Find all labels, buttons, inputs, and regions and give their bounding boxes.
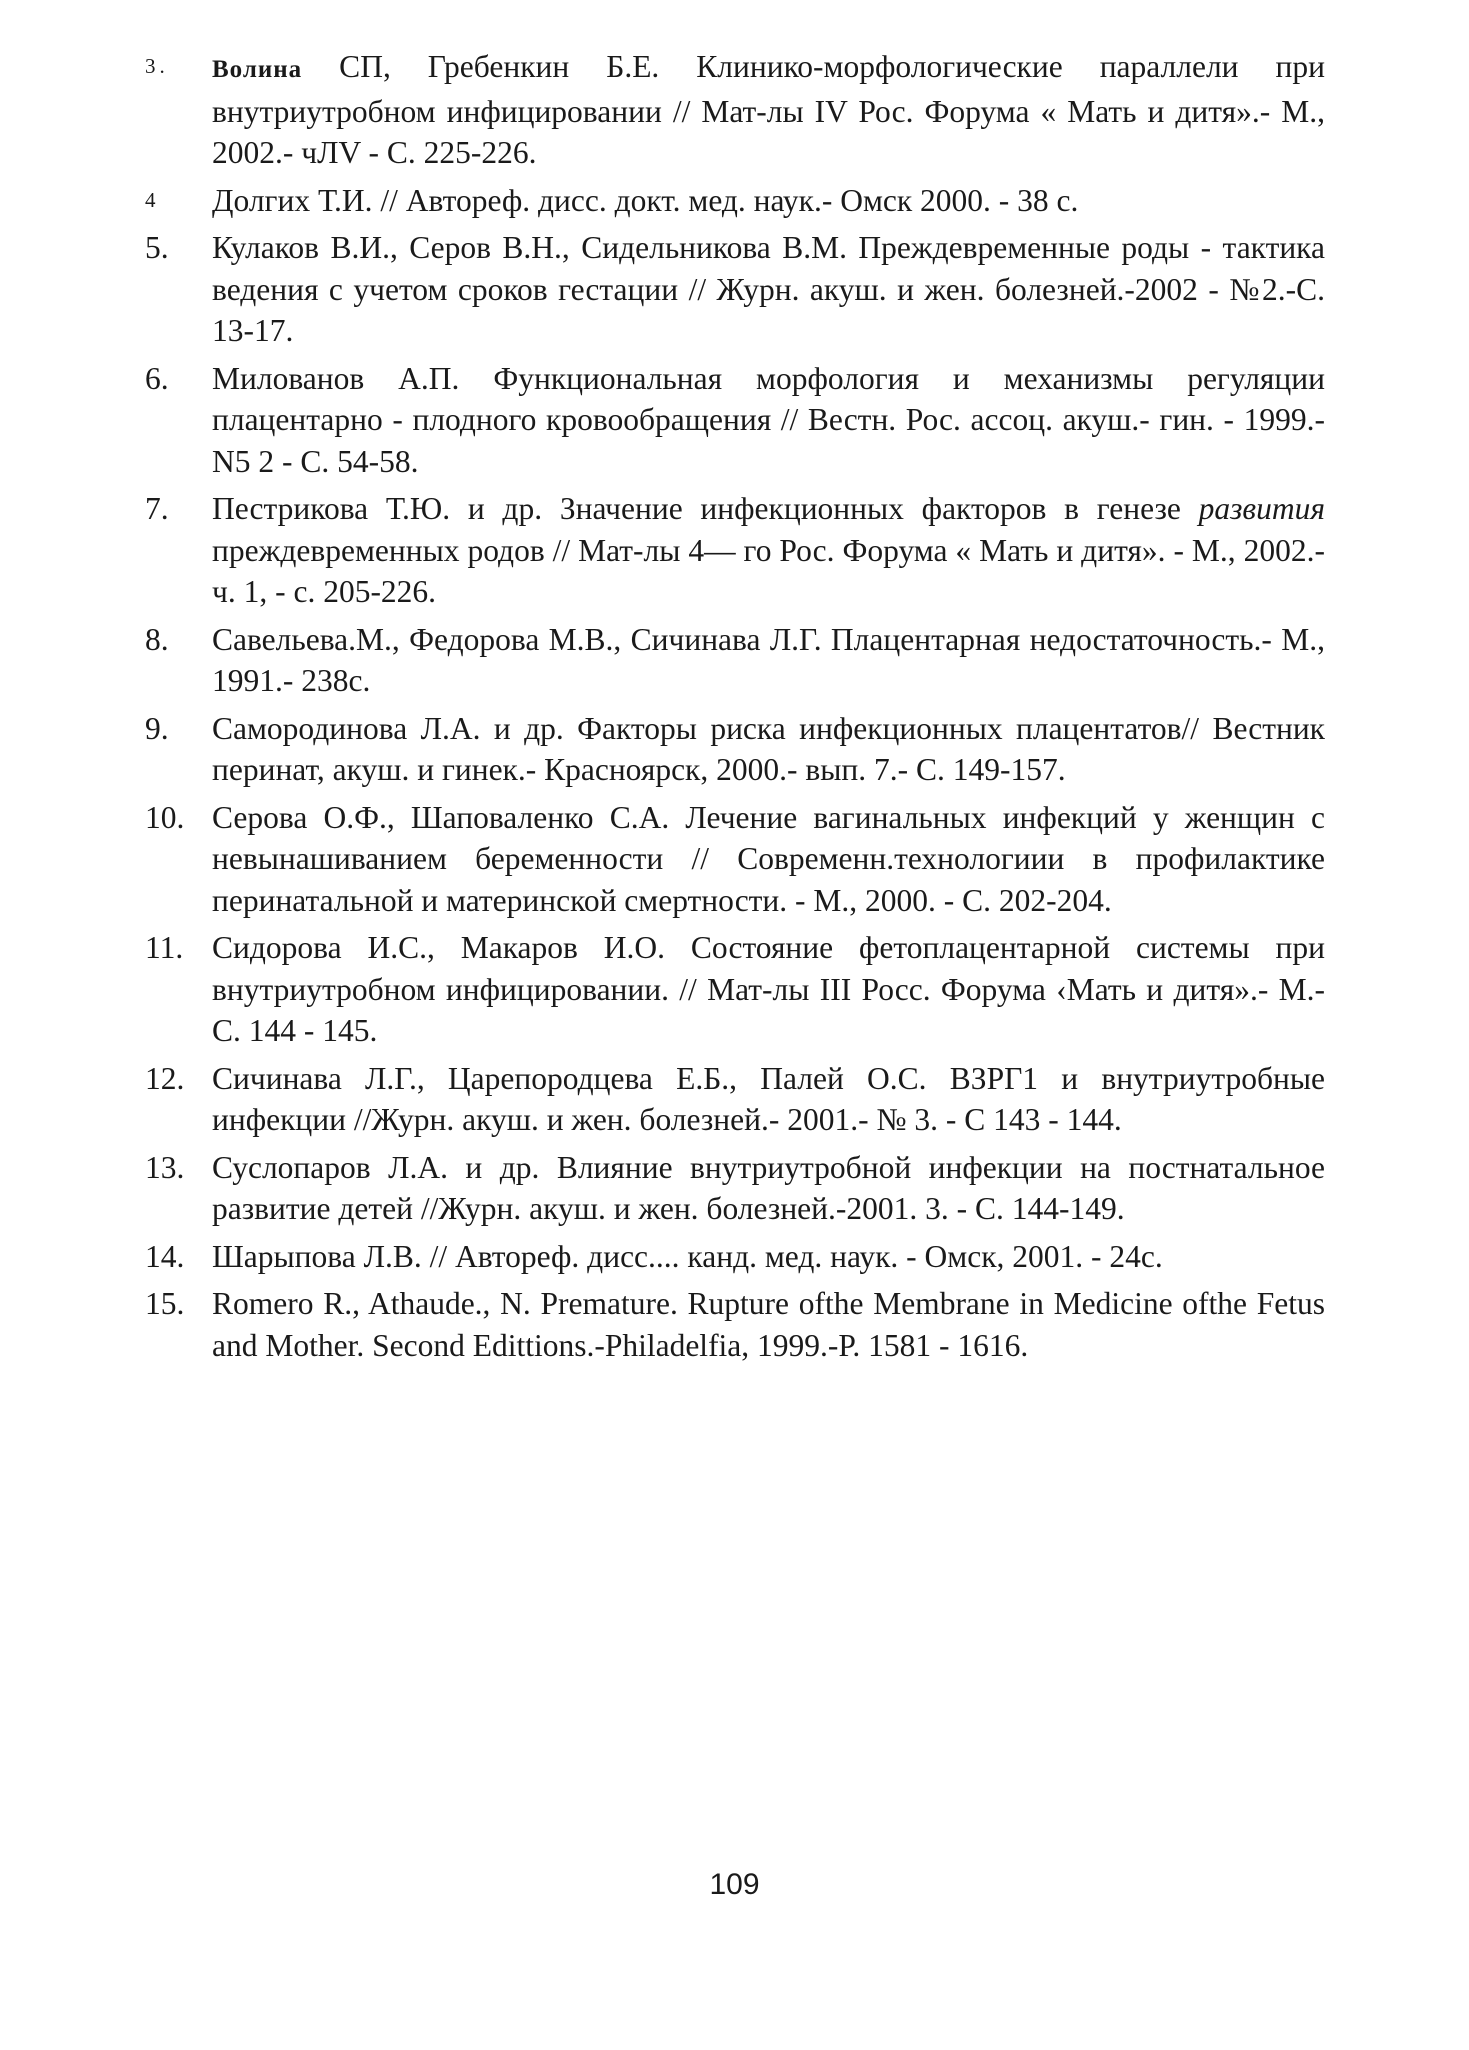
reference-text-italic: развития bbox=[1198, 491, 1325, 526]
reference-number: 4 bbox=[145, 187, 160, 212]
reference-text: Шарыпова Л.В. // Автореф. дисс.... канд. мед. наук. - Омск, 2001. - 24с. bbox=[212, 1238, 1163, 1274]
reference-number: 8. bbox=[145, 621, 169, 657]
reference-number: 7. bbox=[145, 491, 169, 526]
reference-item bbox=[145, 46, 1325, 174]
reference-text-part: преждевременных родов // Мат-лы 4— го Рос. Форума « Мать и дитя». - М., 2002.-ч. 1, - с. 205-226. bbox=[212, 532, 1325, 609]
reference-list bbox=[145, 46, 1325, 1372]
reference-item bbox=[145, 797, 1325, 922]
reference-text: Суслопаров Л.А. и др. Влияние внутриутробной инфекции на постнатальное развитие детей //Журн. акуш. и жен. болезней.-2001. 3. - С. 144-149. bbox=[212, 1149, 1325, 1226]
reference-item bbox=[145, 1058, 1325, 1141]
reference-text bbox=[212, 46, 1325, 174]
reference-item bbox=[145, 358, 1325, 483]
reference-text bbox=[212, 488, 1325, 613]
reference-text: Кулаков В.И., Серов В.Н., Сидельникова В.М. Преждевременные роды - тактика ведения с учетом сроков гестации // Журн. акуш. и жен. болезней.-2002 - №2.-С. 13-17. bbox=[212, 230, 1325, 348]
reference-text: Romero R., Athaude., N. Premature. Rupture ofthe Membrane in Medicine ofthe Fetus and Mother. Second Edittions.-Philadelfia, 1999.-P. 1581 - 1616. bbox=[212, 1286, 1325, 1363]
reference-text: Сичинава Л.Г., Царепородцева Е.Б., Палей О.С. ВЗРГ1 и внутриутробные инфекции //Журн. акуш. и жен. болезней.- 2001.- № 3. - С 143 - 144. bbox=[212, 1060, 1325, 1137]
reference-item bbox=[145, 1283, 1325, 1366]
reference-number: 15. bbox=[145, 1286, 185, 1321]
reference-text: Сидорова И.С., Макаров И.О. Состояние фетоплацентарной системы при внутриутробном инфицировании. // Мат-лы III Росс. Форума ‹Мать и дитя».- М.- С. 144 - 145. bbox=[212, 930, 1325, 1048]
reference-author-bold: Волина bbox=[212, 56, 303, 83]
reference-number: 3. bbox=[145, 54, 169, 78]
reference-text-rest: СП, Гребенкин Б.Е. Клинико-морфологические параллели при внутриутробном инфицировании // Мат-лы IV Рос. Форума « Мать и дитя».- М., 2002.- чЛV - С. 225-226. bbox=[212, 49, 1325, 170]
reference-text: Долгих Т.И. // Автореф. дисс. докт. мед. наук.- Омск 2000. - 38 с. bbox=[212, 182, 1079, 218]
reference-number: 14. bbox=[145, 1238, 185, 1274]
reference-number: 9. bbox=[145, 710, 169, 746]
reference-item bbox=[145, 180, 1325, 222]
reference-item bbox=[145, 1147, 1325, 1230]
reference-number: 5. bbox=[145, 230, 169, 265]
reference-text: Серова О.Ф., Шаповаленко С.А. Лечение вагинальных инфекций у женщин с невынашиванием беременности // Современн.технологиии в профилактике перинатальной и материнской смертности. - М., 2000. - С. 202-204. bbox=[212, 799, 1325, 918]
reference-number: 11. bbox=[145, 930, 184, 965]
page-number: 109 bbox=[709, 1868, 760, 1901]
reference-text: Самородинова Л.А. и др. Факторы риска инфекционных плацентатов// Вестник перинат, акуш. и гинек.- Красноярск, 2000.- вып. 7.- С. 149-157. bbox=[212, 710, 1325, 787]
reference-item bbox=[145, 488, 1325, 613]
reference-item bbox=[145, 1236, 1325, 1278]
reference-number: 10. bbox=[145, 799, 185, 835]
reference-item bbox=[145, 927, 1325, 1052]
reference-text-part: Пестрикова Т.Ю. и др. Значение инфекционных факторов в генезе bbox=[212, 491, 1199, 526]
reference-item bbox=[145, 227, 1325, 352]
reference-number: 12. bbox=[145, 1060, 185, 1096]
reference-number: 6. bbox=[145, 360, 169, 396]
reference-item bbox=[145, 708, 1325, 791]
reference-number: 13. bbox=[145, 1149, 185, 1185]
reference-text: Савельева.М., Федорова М.В., Сичинава Л.Г. Плацентарная недостаточность.- М., 1991.- 238с. bbox=[212, 621, 1325, 698]
reference-item bbox=[145, 619, 1325, 702]
reference-text: Милованов А.П. Функциональная морфология и механизмы регуляции плацентарно - плодного кровообращения // Вестн. Рос. ассоц. акуш.- гин. - 1999.- N5 2 - С. 54-58. bbox=[212, 360, 1325, 479]
